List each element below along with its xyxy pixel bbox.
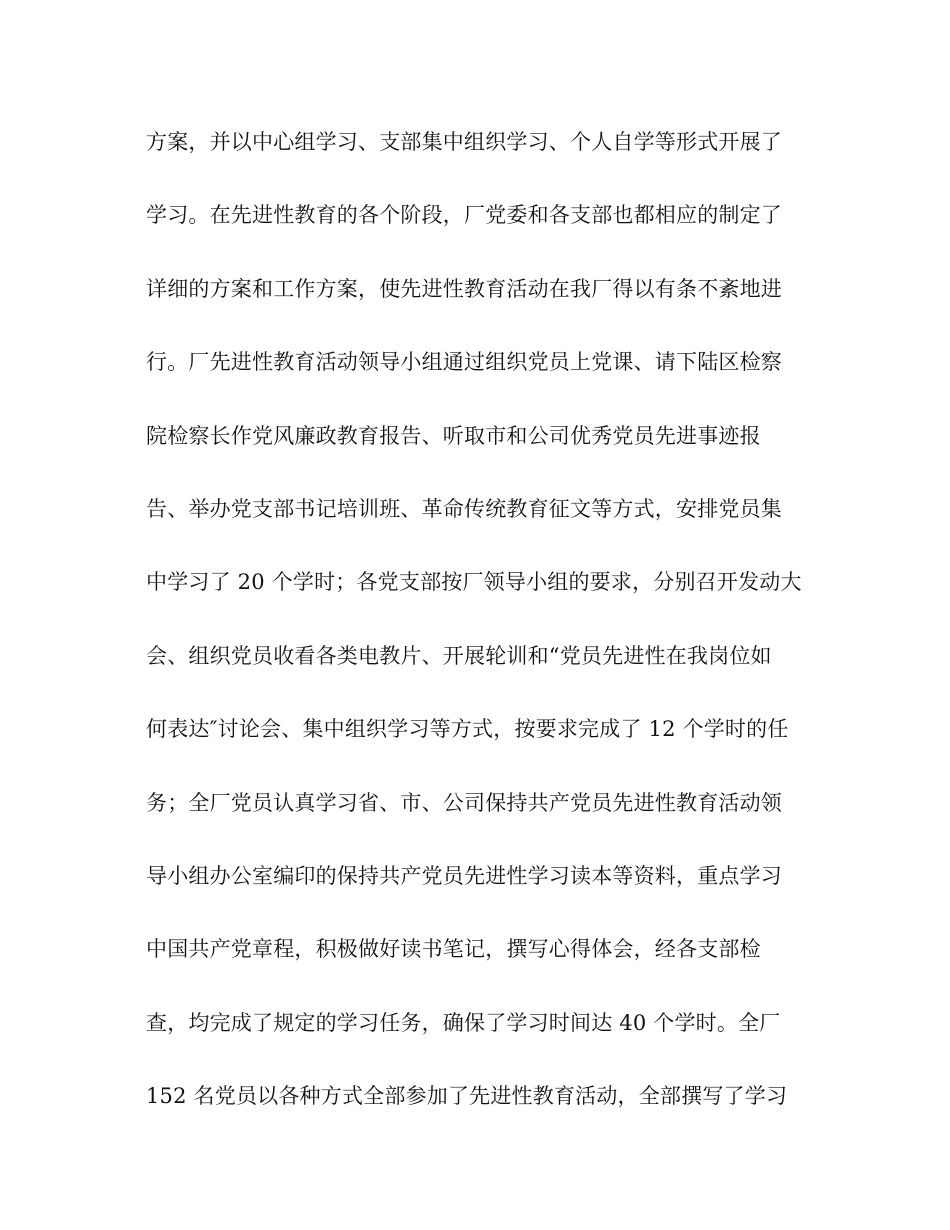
text-line: 何表达″讨论会、集中组织学习等方式，按要求完成了 12 个学时的任 [146,717,789,742]
text-line: 中国共产党章程，积极做好读书笔记，撰写心得体会，经各支部检 [146,937,761,962]
text-line: 152 名党员以各种方式全部参加了先进性教育活动，全部撰写了学习 [146,1084,788,1109]
text-line: 行。厂先进性教育活动领导小组通过组织党员上党课、请下陆区检察 [146,350,782,375]
text-line: 务；全厂党员认真学习省、市、公司保持共产党员先进性教育活动领 [146,790,782,815]
text-line: 学习。在先进性教育的各个阶段，厂党委和各支部也都相应的制定了 [146,203,782,228]
body-paragraph [146,120,826,1147]
text-line: 导小组办公室编印的保持共产党员先进性学习读本等资料，重点学习 [146,863,782,888]
text-line: 中学习了 20 个学时；各党支部按厂领导小组的要求，分别召开发动大 [146,570,802,595]
text-line: 告、举办党支部书记培训班、革命传统教育征文等方式，安排党员集 [146,496,782,521]
text-line: 方案，并以中心组学习、支部集中组织学习、个人自学等形式开展了 [146,130,782,154]
text-line: 查，均完成了规定的学习任务，确保了学习时间达 40 个学时。全厂 [146,1010,781,1035]
text-line: 会、组织党员收看各类电教片、开展轮训和“党员先进性在我岗位如 [146,643,772,668]
text-line: 详细的方案和工作方案，使先进性教育活动在我厂得以有条不紊地进 [146,276,782,301]
text-line: 院检察长作党风廉政教育报告、听取市和公司优秀党员先进事迹报 [146,423,761,448]
